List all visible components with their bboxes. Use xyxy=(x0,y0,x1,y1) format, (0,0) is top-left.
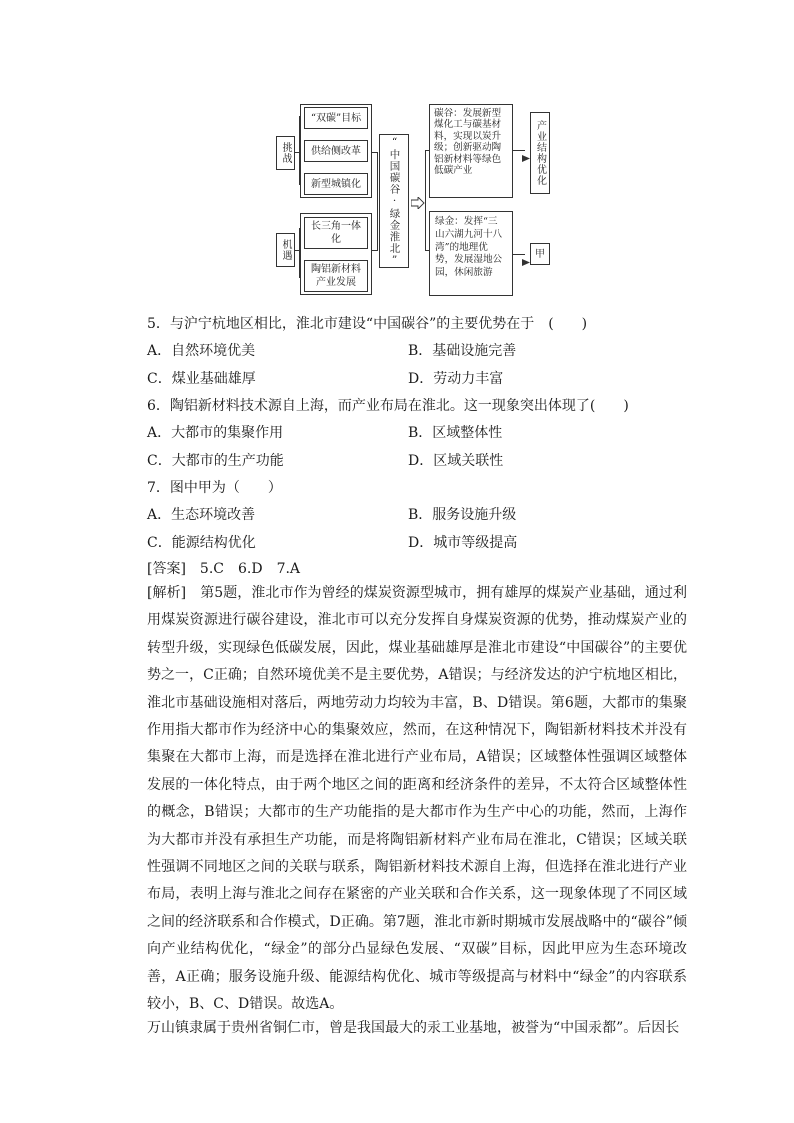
option: B．区域整体性 xyxy=(408,425,503,441)
option: C．大都市的生产功能 xyxy=(147,453,284,469)
strategy-diagram xyxy=(274,100,564,300)
option: C．煤业基础雄厚 xyxy=(147,371,256,387)
option: A．自然环境优美 xyxy=(147,343,256,359)
option: D．城市等级提高 xyxy=(408,535,518,551)
arrow-right-icon xyxy=(522,251,530,258)
center-strategy: “中国碳谷·绿金淮北” xyxy=(379,134,409,268)
result-top: 产业结构优化 xyxy=(530,112,550,194)
hollow-arrow-icon xyxy=(411,194,425,206)
option: A．大都市的集聚作用 xyxy=(147,425,284,441)
opportunity-item: 长三角一体化 xyxy=(304,217,368,249)
option: D．劳动力丰富 xyxy=(408,371,504,387)
option: A．生态环境改善 xyxy=(147,507,256,523)
next-passage: 万山镇隶属于贵州省铜仁市，曾是我国最大的汞工业基地，被誉为“中国汞都”。后因长 xyxy=(147,1020,680,1036)
challenge-item: “双碳”目标 xyxy=(304,107,368,129)
option: B．服务设施升级 xyxy=(408,507,517,523)
challenge-item: 新型城镇化 xyxy=(304,173,368,195)
option: D．区域关联性 xyxy=(408,453,504,469)
challenge-item: 供给侧改革 xyxy=(304,140,368,162)
arrow-right-icon xyxy=(522,147,530,154)
question-stem: 6．陶铝新材料技术源自上海，而产业布局在淮北。这一现象突出体现了( ) xyxy=(147,398,629,414)
option: C．能源结构优化 xyxy=(147,535,256,551)
question-stem: 7．图中甲为（ ） xyxy=(147,480,282,496)
opportunity-label: 机遇 xyxy=(276,233,295,267)
result-bottom: 甲 xyxy=(530,243,550,265)
lvjin-box: 绿金：发挥“三山六湖九河十八湾”的地理优势，发展湿地公园，休闲旅游 xyxy=(429,211,513,296)
question-stem: 5．与沪宁杭地区相比，淮北市建设“中国碳谷”的主要优势在于 ( ) xyxy=(147,316,588,332)
challenge-label: 挑战 xyxy=(276,136,295,170)
tangu-box: 碳谷：发展新型煤化工与碳基材料，实现以炭升级；创新驱动陶铝新材料等绿色低碳产业 xyxy=(429,104,513,198)
analysis-paragraph: [解析] 第5题，淮北市作为曾经的煤炭资源型城市，拥有雄厚的煤炭产业基础，通过利用煤炭资源进行碳谷建设，淮北市可以充分发挥自身煤炭资源的优势，推动煤炭产业的转型升级，实现绿色低碳发展，因此，煤业基础雄厚是淮北市建设“中国碳谷”的主要优势之一，C正确；自然环境优美不是主要优势，A错误；与经济发达的沪宁杭地区相比，淮北市基础设施相对落后，两地劳动力均较为丰富，B、D错误。第6题，大都市的集聚作用指大都市作为经济中心的集聚效应，然而，在这种情况下，陶铝新材料技术并没有集聚在大都市上海，而是选择在淮北进行产业布局，A错误；区域整体性强调区域整体发展的一体化特点，由于两个地区之间的距离和经济条件的差异，不太符合区域整体性的概念，B错误；大都市的生产功能指的是大都市作为生产中心的功能，然而，上海作为大都市并没有承担生产功能，而是将陶铝新材料产业布局在淮北，C错误；区域关联性强调不同地区之间的关联与联系，陶铝新材料技术源自上海，但选择在淮北进行产业布局，表明上海与淮北之间存在紧密的产业关联和合作关系，这一现象体现了不同区域之间的经济联系和合作模式，D正确。第7题，淮北市新时期城市发展战略中的“碳谷”倾向产业结构优化，“绿金”的部分凸显绿色发展、“双碳”目标，因此甲应为生态环境改善，A正确；服务设施升级、能源结构优化、城市等级提高与材料中“绿金”的内容联系较小，B、C、D错误。故选A。 xyxy=(147,585,687,1013)
opportunity-item: 陶铝新材料产业发展 xyxy=(304,260,368,292)
answer-line: [答案] 5.C 6.D 7.A xyxy=(147,561,301,577)
option: B．基础设施完善 xyxy=(408,343,517,359)
